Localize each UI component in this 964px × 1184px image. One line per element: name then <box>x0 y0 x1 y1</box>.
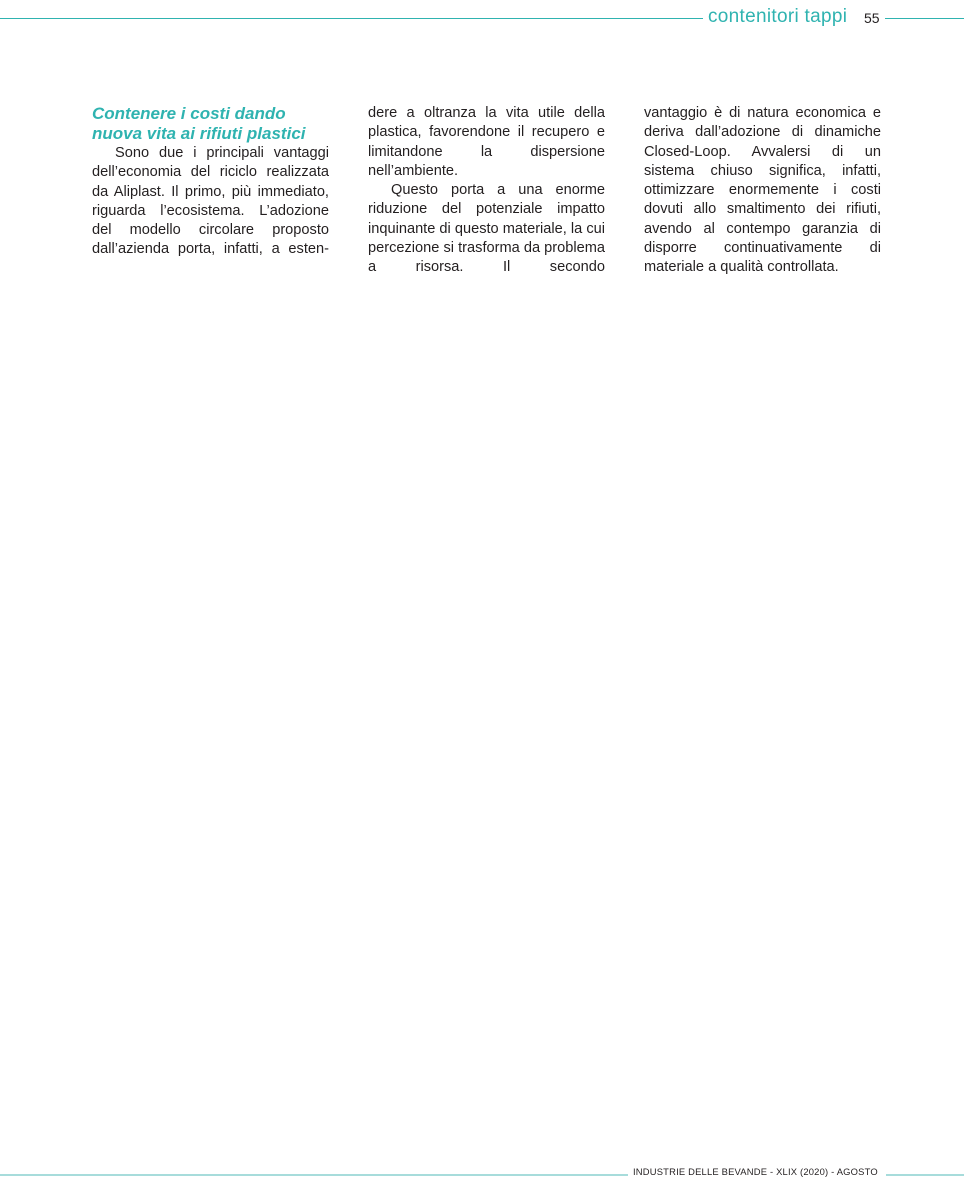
article-column-1 <box>92 104 329 260</box>
publication-info: INDUSTRIE DELLE BEVANDE - XLIX (2020) - AGOSTO <box>633 1166 878 1177</box>
page-number: 55 <box>864 10 880 26</box>
footer-rule-right <box>886 1174 964 1176</box>
header-rule-right <box>885 18 964 19</box>
section-title: contenitori tappi <box>708 6 848 27</box>
article-column-2 <box>368 104 605 278</box>
article-paragraph-1: Sono due i principali vantaggi dell’economia del riciclo realizzata da Aliplast. Il primo, più immediato, riguarda l’ecosistema. L’adozione del modello circolare proposto dall’azienda porta, infatti, a esten- <box>92 145 329 258</box>
footer-rule-left <box>0 1174 628 1176</box>
article-column-3 <box>644 104 881 278</box>
article-paragraph-2: Questo porta a una enorme riduzione del potenziale impatto inquinante di questo materiale, la cui percezione si trasforma da problema a risorsa. Il secondo <box>368 182 605 276</box>
article-paragraph-continued: dere a oltranza la vita utile della plastica, favorendone il recupero e limitandone la dispersione nell’ambiente. <box>368 105 605 179</box>
article-heading: Contenere i costi dando nuova vita ai rifiuti plastici <box>92 104 306 143</box>
article-paragraph-3: vantaggio è di natura economica e deriva dall’adozione di dinamiche Closed-Loop. Avvalersi di un sistema chiuso significa, infatti, ottimizzare enormemente i costi dovuti allo smaltimento dei rifiuti, avendo al contempo garanzia di disporre continuativamente di materiale a qualità controllata. <box>644 105 881 276</box>
header-rule-left <box>0 18 703 19</box>
